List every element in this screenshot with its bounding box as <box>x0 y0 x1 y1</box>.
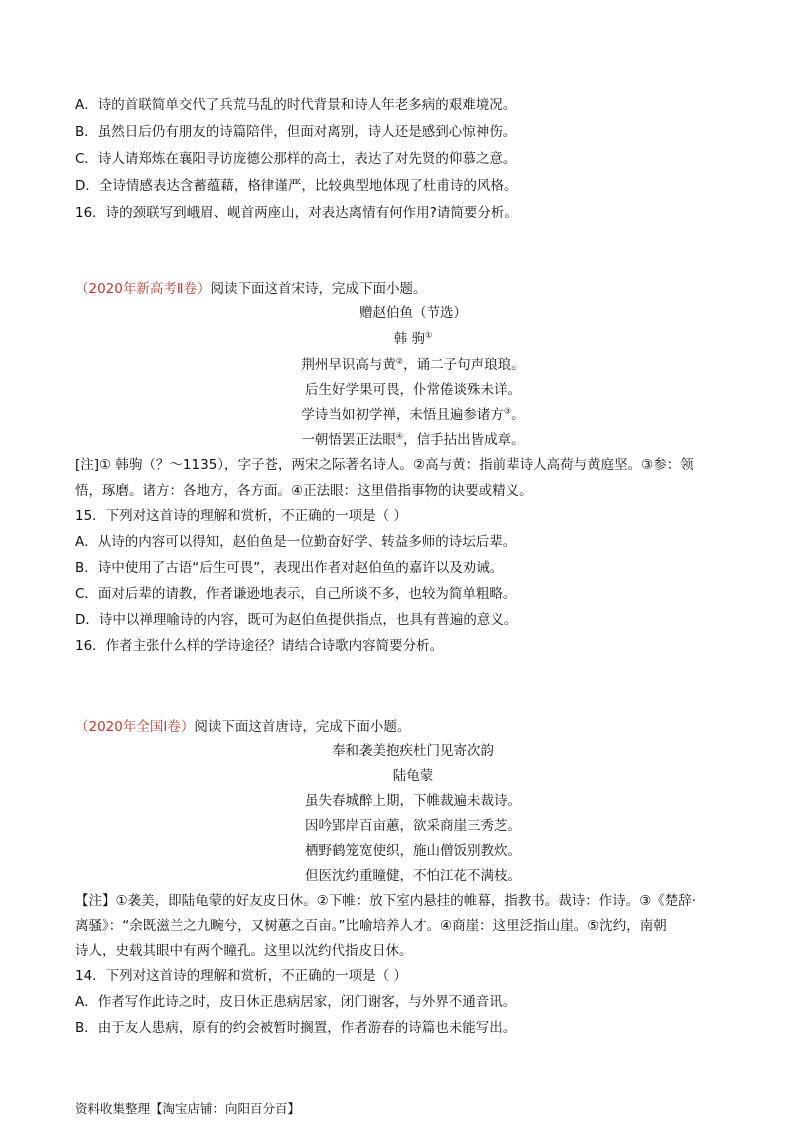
note-line: [注]① 韩驹（？～1135），字子苍，两宋之际著名诗人。②高与黄：指前辈诗人高荷与黄庭坚。③参：领 <box>75 457 694 473</box>
poem-title: 奉和袭美抱疾杜门见寄次韵 <box>332 743 494 759</box>
source-tag: （2020年全国Ⅰ卷） <box>75 719 195 735</box>
poem-line: 虽失春城醉上期，下帷裁遍未裁诗。 <box>305 793 521 809</box>
poem-line: 后生好学果可畏，仆常倦谈殊未详。 <box>305 382 521 398</box>
option-b: B．由于友人患病，原有的约会被暂时搁置，作者游春的诗篇也未能写出。 <box>75 1020 517 1036</box>
poem-line: 栖野鹤笼宽使织，施山僧饭别教炊。 <box>305 843 521 859</box>
poem-line: 学诗当如初学禅，未悟且遍参诸方③。 <box>301 406 525 423</box>
note-line: 【注】①袭美，即陆龟蒙的好友皮日休。②下帷：放下室内悬挂的帷幕，指教书。裁诗：作诗。③《楚辞· <box>75 893 697 909</box>
poem-author: 陆龟蒙 <box>392 768 434 784</box>
section-header <box>75 717 410 737</box>
option-c: C．诗人请郑炼在襄阳寻访庞德公那样的高士，表达了对先贤的仰慕之意。 <box>75 151 517 167</box>
poem-line: 荆州早识高与黄②，诵二子句声琅琅。 <box>301 356 525 373</box>
option-b: B．虽然日后仍有朋友的诗篇陪伴，但面对离别，诗人还是感到心惊神伤。 <box>75 124 517 140</box>
question-15: 15．下列对这首诗的理解和赏析，不正确的一项是（ ） <box>75 508 407 524</box>
option-b: B．诗中使用了古语“后生可畏”，表现出作者对赵伯鱼的嘉许以及劝诫。 <box>75 560 504 576</box>
source-tag: （2020年新高考Ⅱ卷） <box>75 281 211 297</box>
question-16: 16．作者主张什么样的学诗途径？请结合诗歌内容简要分析。 <box>75 638 444 654</box>
poem-line: 因吟郢岸百亩蕙，欲采商崖三秀芝。 <box>305 818 521 834</box>
poem-line: 但医沈约重瞳健，不怕江花不满枝。 <box>305 868 521 884</box>
note-line: 悟，琢磨。诸方：各地方，各方面。④正法眼：这里借指事物的诀要或精义。 <box>75 483 533 499</box>
question-14: 14．下列对这首诗的理解和赏析，不正确的一项是（ ） <box>75 968 407 984</box>
option-a: A．作者写作此诗之时，皮日休正患病居家，闭门谢客，与外界不通音讯。 <box>75 994 517 1010</box>
section-header <box>75 279 427 299</box>
option-d: D．全诗情感表达含蓄蕴藉，格律谨严，比较典型地体现了杜甫诗的风格。 <box>75 178 518 194</box>
section-intro: 阅读下面这首唐诗，完成下面小题。 <box>194 719 411 735</box>
poem-title: 赠赵伯鱼（节选） <box>359 305 467 321</box>
poem-author: 韩 驹① <box>393 330 433 347</box>
note-line: 离骚》：“余既滋兰之九畹兮，又树蕙之百亩。”比喻培养人才。④商崖：这里泛指山崖。⑤沈约，南朝 <box>75 918 667 934</box>
note-line: 诗人，史载其眼中有两个瞳孔。这里以沈约代指皮日休。 <box>75 943 413 959</box>
section-intro: 阅读下面这首宋诗，完成下面小题。 <box>210 281 427 297</box>
page-footer: 资料收集整理【淘宝店铺：向阳百分百】 <box>75 1101 301 1116</box>
option-d: D．诗中以禅理喻诗的内容，既可为赵伯鱼提供指点，也具有普遍的意义。 <box>75 612 518 628</box>
question-16: 16．诗的颈联写到峨眉、岘首两座山，对表达离情有何作用?请简要分析。 <box>75 205 518 221</box>
option-a: A．从诗的内容可以得知，赵伯鱼是一位勤奋好学、转益多师的诗坛后辈。 <box>75 534 517 550</box>
poem-line: 一朝悟罢正法眼④，信手拈出皆成章。 <box>301 431 525 448</box>
option-c: C．面对后辈的请教，作者谦逊地表示，自己所谈不多，也较为简单粗略。 <box>75 586 517 602</box>
option-a: A．诗的首联简单交代了兵荒马乱的时代背景和诗人年老多病的艰难境况。 <box>75 97 517 113</box>
